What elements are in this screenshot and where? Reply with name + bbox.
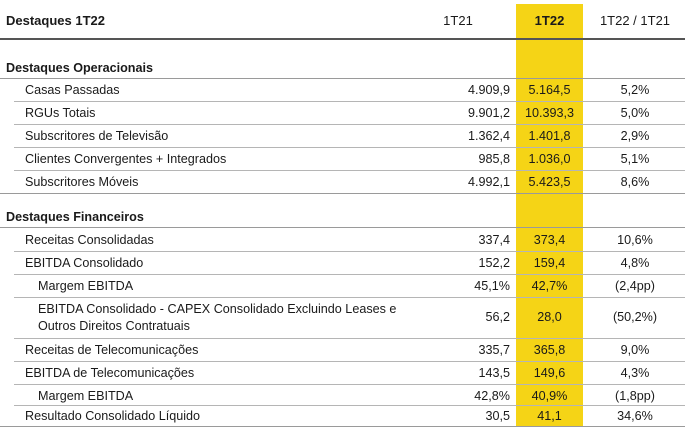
value-1t22: 365,8 bbox=[533, 343, 566, 357]
row-divider bbox=[14, 338, 685, 339]
row-divider bbox=[14, 361, 685, 362]
row-label: Resultado Consolidado Líquido bbox=[25, 409, 201, 423]
value-1t21: 337,4 bbox=[478, 233, 510, 247]
row-label: EBITDA Consolidado - CAPEX Consolidado Excluindo Leases e bbox=[38, 302, 397, 316]
row-label: Subscritores de Televisão bbox=[25, 129, 169, 143]
row-label: Subscritores Móveis bbox=[25, 175, 139, 189]
column-header-variation: 1T22 / 1T21 bbox=[599, 13, 671, 28]
row-label: RGUs Totais bbox=[25, 106, 96, 120]
row-label: Clientes Convergentes + Integrados bbox=[25, 152, 227, 166]
row-label: Casas Passadas bbox=[25, 83, 120, 97]
row-label: Receitas Consolidadas bbox=[25, 233, 154, 247]
value-1t21: 985,8 bbox=[478, 152, 510, 166]
value-1t22: 1.401,8 bbox=[528, 129, 571, 143]
value-variation: 8,6% bbox=[620, 175, 650, 189]
row-divider bbox=[14, 170, 685, 171]
value-1t22: 40,9% bbox=[531, 389, 568, 403]
row-divider bbox=[14, 101, 685, 102]
value-variation: 4,3% bbox=[620, 366, 650, 380]
section-end-divider bbox=[0, 193, 685, 194]
value-1t22: 1.036,0 bbox=[528, 152, 571, 166]
row-divider bbox=[14, 384, 685, 385]
value-variation: (50,2%) bbox=[612, 310, 658, 324]
section-title-financeiros: Destaques Financeiros bbox=[6, 210, 144, 224]
row-label-continued: Outros Direitos Contratuais bbox=[38, 319, 190, 333]
row-divider bbox=[14, 405, 685, 406]
row-divider bbox=[14, 124, 685, 125]
value-1t22: 10.393,3 bbox=[524, 106, 575, 120]
value-1t21: 143,5 bbox=[478, 366, 510, 380]
row-divider bbox=[14, 274, 685, 275]
value-1t22: 41,1 bbox=[537, 409, 562, 423]
section-title-operacionais: Destaques Operacionais bbox=[6, 61, 153, 75]
value-1t21: 4.992,1 bbox=[467, 175, 510, 189]
column-header-1t21: 1T21 bbox=[443, 13, 473, 28]
row-divider bbox=[14, 297, 685, 298]
section-divider bbox=[0, 227, 685, 228]
value-1t22: 159,4 bbox=[533, 256, 566, 270]
value-1t21: 42,8% bbox=[474, 389, 510, 403]
value-1t22: 28,0 bbox=[537, 310, 562, 324]
value-variation: 4,8% bbox=[620, 256, 650, 270]
row-divider bbox=[14, 251, 685, 252]
value-variation: 10,6% bbox=[617, 233, 653, 247]
value-1t22: 42,7% bbox=[531, 279, 568, 293]
value-1t22: 149,6 bbox=[533, 366, 566, 380]
value-1t21: 335,7 bbox=[478, 343, 510, 357]
value-1t21: 4.909,9 bbox=[467, 83, 510, 97]
row-label: EBITDA Consolidado bbox=[25, 256, 144, 270]
value-1t21: 1.362,4 bbox=[467, 129, 510, 143]
row-divider bbox=[14, 147, 685, 148]
value-variation: (2,4pp) bbox=[615, 279, 655, 293]
table-title: Destaques 1T22 bbox=[6, 13, 105, 28]
value-variation: 5,0% bbox=[620, 106, 650, 120]
current-period-highlight-column bbox=[516, 4, 583, 426]
row-label: Margem EBITDA bbox=[38, 389, 134, 403]
row-label: Receitas de Telecomunicações bbox=[25, 343, 199, 357]
value-1t21: 45,1% bbox=[474, 279, 510, 293]
value-1t21: 9.901,2 bbox=[467, 106, 510, 120]
value-1t22: 5.423,5 bbox=[528, 175, 571, 189]
column-header-1t22: 1T22 bbox=[534, 13, 565, 28]
value-variation: 5,1% bbox=[620, 152, 650, 166]
section-divider bbox=[0, 78, 685, 79]
value-1t21: 30,5 bbox=[485, 409, 510, 423]
value-variation: 2,9% bbox=[620, 129, 650, 143]
value-1t21: 56,2 bbox=[485, 310, 510, 324]
value-variation: (1,8pp) bbox=[615, 389, 655, 403]
value-1t21: 152,2 bbox=[478, 256, 510, 270]
value-variation: 5,2% bbox=[620, 83, 650, 97]
value-variation: 34,6% bbox=[617, 409, 653, 423]
value-1t22: 373,4 bbox=[533, 233, 566, 247]
value-1t22: 5.164,5 bbox=[528, 83, 571, 97]
table-bottom-divider bbox=[0, 426, 685, 427]
header-divider bbox=[0, 38, 685, 40]
value-variation: 9,0% bbox=[620, 343, 650, 357]
row-label: Margem EBITDA bbox=[38, 279, 134, 293]
row-label: EBITDA de Telecomunicações bbox=[25, 366, 195, 380]
